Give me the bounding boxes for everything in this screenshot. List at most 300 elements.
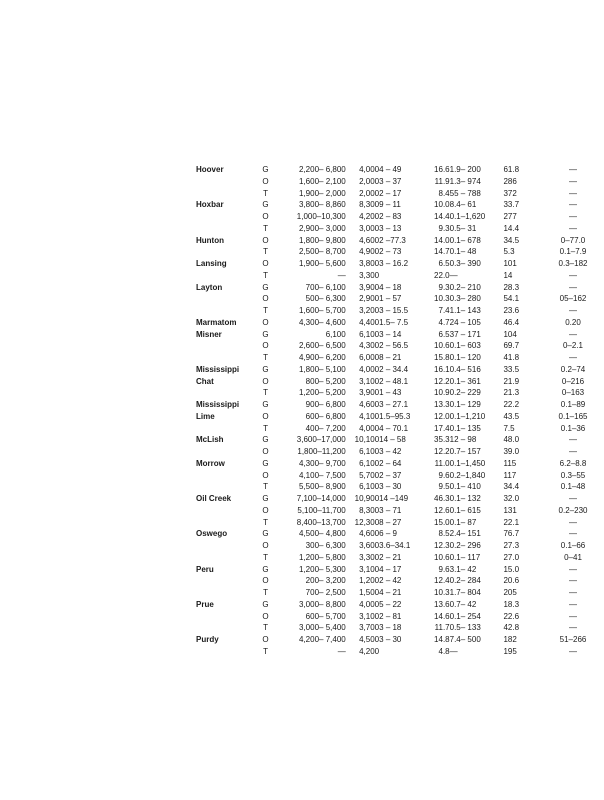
permeability-range-cell: 0.5– 133 (449, 623, 481, 633)
permeability-average-cell: 22.2 (503, 400, 520, 409)
permeability-range-cell: 0.4– 516 (449, 364, 481, 374)
type-cell: G (262, 400, 269, 409)
type-cell: T (263, 270, 268, 280)
depth-range-cell: 4,100– 7,500 (299, 470, 346, 480)
water-saturation-cell: — (569, 165, 577, 174)
type-cell: T (263, 517, 268, 527)
porosity-range-cell: 5 – 22 (379, 599, 402, 609)
table-row (196, 164, 604, 176)
porosity-range-cell: 3 – 14 (379, 329, 402, 339)
formation-cell (196, 223, 259, 235)
permeability-range-cell: — (449, 646, 458, 656)
water-saturation-cell: — (569, 282, 577, 292)
porosity-range-cell: 1 – 43 (379, 388, 402, 398)
table-row (196, 376, 604, 388)
porosity-average-cell: 9.3 (438, 223, 450, 233)
table-row (196, 305, 604, 317)
water-saturation-cell: — (569, 494, 577, 503)
porosity-range-cell: 3 – 71 (379, 505, 402, 515)
depth-average-cell: 3,100 (359, 611, 380, 621)
permeability-range-cell: 0.2– 284 (449, 576, 481, 586)
depth-average-cell: 6,100 (359, 458, 380, 468)
type-cell: O (262, 317, 269, 327)
depth-average-cell: 4,000 (359, 165, 380, 174)
porosity-average-cell: 22.0 (434, 270, 450, 280)
table-row (196, 423, 604, 435)
permeability-range-cell: 24 – 105 (449, 317, 481, 327)
type-cell: T (263, 623, 268, 633)
formation-cell: Marmatom (196, 317, 237, 327)
porosity-range-cell: 1 – 57 (379, 294, 402, 304)
porosity-range-cell: 2 – 17 (379, 188, 402, 198)
porosity-range-cell: 8 – 21 (379, 353, 402, 362)
porosity-average-cell: 6.5 (438, 259, 450, 268)
depth-average-cell: 3,600 (359, 541, 380, 550)
porosity-average-cell: 8.5 (438, 529, 450, 539)
water-saturation-cell: 0.1–165 (558, 411, 588, 421)
porosity-average-cell: 16.6 (434, 165, 450, 174)
porosity-range-cell: 3 – 42 (379, 447, 402, 456)
formation-cell (196, 211, 259, 223)
depth-average-cell: 3,900 (359, 282, 380, 292)
depth-range-cell: 4,500– 4,800 (299, 529, 346, 539)
type-cell: O (262, 294, 269, 304)
water-saturation-cell: — (569, 588, 577, 597)
table-row (196, 399, 604, 411)
porosity-average-cell: 14.6 (434, 611, 450, 621)
porosity-range-cell: 3 – 16.2 (379, 259, 409, 268)
type-cell: G (262, 564, 269, 574)
permeability-average-cell: 41.8 (503, 353, 520, 362)
permeability-average-cell: 15.0 (503, 564, 520, 574)
depth-average-cell: 3,200 (359, 306, 380, 315)
reservoir-data-table (196, 164, 604, 658)
permeability-range-cell: 1.1– 143 (449, 306, 481, 315)
porosity-range-cell: 9 – 11 (379, 200, 401, 210)
porosity-average-cell: 9.5 (438, 482, 450, 492)
depth-average-cell: 6,100 (359, 482, 380, 492)
depth-average-cell: 3,000 (359, 223, 380, 233)
permeability-range-cell: 0.1– 410 (449, 482, 481, 492)
porosity-range-cell: 3 – 15.5 (379, 306, 409, 315)
table-row (196, 329, 604, 341)
porosity-range-cell: 2 – 21 (379, 552, 402, 562)
depth-average-cell: 12,300 (354, 517, 380, 527)
depth-average-cell: 4,000 (359, 599, 380, 609)
permeability-range-cell: 0.7– 42 (449, 599, 477, 609)
porosity-average-cell: 12.6 (434, 505, 450, 515)
table-row (196, 458, 604, 470)
table-row (196, 246, 604, 258)
depth-average-cell: 3,100 (359, 564, 380, 574)
type-cell: T (263, 482, 268, 492)
table-row (196, 199, 604, 211)
type-cell: T (263, 223, 268, 233)
water-saturation-cell: 0.2–230 (558, 505, 588, 515)
permeability-range-cell: 0.2–1,840 (449, 470, 486, 480)
porosity-range-cell (379, 646, 418, 658)
porosity-average-cell: 10.6 (434, 341, 450, 351)
porosity-average-cell: 7.4 (438, 306, 450, 315)
permeability-range-cell: 12 – 98 (449, 435, 477, 445)
depth-average-cell: 3,900 (359, 388, 380, 398)
formation-cell (196, 423, 259, 435)
water-saturation-cell: 0.2–74 (560, 364, 586, 374)
depth-average-cell: 8,300 (359, 505, 380, 515)
depth-average-cell: 4,600 (359, 529, 380, 539)
permeability-range-cell: 0.1– 48 (449, 247, 477, 257)
formation-cell: Oswego (196, 529, 228, 539)
porosity-range-cell: 6 – 9 (379, 529, 397, 539)
permeability-average-cell: 21.3 (503, 388, 520, 398)
depth-average-cell: 4,200 (359, 212, 380, 221)
type-cell: O (262, 176, 269, 186)
porosity-range-cell: 3 – 18 (379, 623, 402, 633)
porosity-average-cell: 9.3 (438, 282, 450, 292)
permeability-range-cell: 0.1– 117 (449, 552, 481, 562)
depth-average-cell: 4,400 (359, 317, 380, 327)
permeability-average-cell: 20.6 (503, 576, 520, 586)
water-saturation-cell: — (569, 646, 577, 656)
permeability-range-cell: 37 – 171 (449, 329, 481, 339)
depth-range-cell: 2,200– 6,800 (299, 165, 346, 174)
porosity-range-cell: 4 – 49 (379, 165, 402, 174)
depth-range-cell: 700– 2,500 (305, 588, 346, 597)
depth-range-cell: 1,900– 5,600 (299, 259, 346, 268)
depth-average-cell: 4,600 (359, 235, 380, 245)
depth-average-cell: 2,000 (359, 176, 380, 186)
type-cell: T (263, 588, 268, 597)
permeability-average-cell: 5.3 (503, 247, 515, 257)
permeability-range-cell: 0.1–1,210 (449, 411, 486, 421)
permeability-range-cell: 2.4– 151 (449, 529, 481, 539)
table-row (196, 317, 604, 329)
depth-range-cell: 2,500– 8,700 (299, 247, 346, 257)
depth-range-cell: 3,000– 5,400 (299, 623, 346, 633)
depth-range-cell: 1,800– 5,100 (299, 364, 346, 374)
table-row (196, 552, 604, 564)
porosity-average-cell: 11.0 (434, 458, 450, 468)
type-cell: T (263, 306, 268, 315)
formation-cell (196, 446, 259, 458)
type-cell: G (262, 599, 269, 609)
formation-cell: Lansing (196, 259, 227, 268)
porosity-average-cell: 12.2 (434, 447, 450, 456)
depth-range-cell: 4,900– 6,200 (299, 353, 346, 362)
depth-range-cell: 3,600–17,000 (296, 435, 346, 445)
depth-range-cell: 8,400–13,700 (296, 517, 346, 527)
depth-average-cell: 4,000 (359, 364, 380, 374)
table-row (196, 340, 604, 352)
formation-cell (196, 517, 259, 529)
depth-range-cell: 6,100 (325, 329, 346, 339)
permeability-range-cell: 3.1– 42 (449, 564, 477, 574)
formation-cell (196, 270, 259, 282)
formation-cell (196, 340, 259, 352)
depth-average-cell: 3,300 (359, 270, 380, 280)
porosity-range-cell: 4 – 21 (379, 588, 402, 597)
porosity-range-cell: 14 –149 (379, 494, 409, 503)
depth-average-cell: 2,000 (359, 188, 380, 198)
formation-cell (196, 246, 259, 258)
water-saturation-cell: 0–2.1 (562, 341, 584, 351)
table-row (196, 599, 604, 611)
porosity-range-cell: 2 –77.3 (379, 235, 406, 245)
formation-cell: Hoover (196, 165, 224, 174)
table-row (196, 176, 604, 188)
depth-range-cell: 1,800–11,200 (297, 447, 346, 456)
permeability-average-cell: 101 (503, 259, 517, 268)
depth-range-cell: 500– 6,300 (305, 294, 346, 304)
depth-range-cell: 2,600– 6,500 (299, 341, 346, 351)
table-row (196, 434, 604, 446)
type-cell: T (263, 247, 268, 257)
water-saturation-cell: — (569, 517, 577, 527)
water-saturation-cell: — (569, 564, 577, 574)
permeability-range-cell: 55 – 788 (449, 188, 481, 198)
water-saturation-cell: — (569, 599, 577, 609)
depth-range-cell: 3,800– 8,860 (299, 200, 346, 210)
type-cell: O (262, 611, 269, 621)
permeability-range-cell: 0.1– 135 (449, 423, 481, 433)
permeability-range-cell: 1.7– 804 (449, 588, 481, 597)
table-row (196, 634, 604, 646)
water-saturation-cell: 0–41 (564, 552, 582, 562)
permeability-range-cell: 8.4– 61 (449, 200, 477, 210)
porosity-average-cell: 12.0 (434, 411, 450, 421)
depth-range-cell: 7,100–14,000 (296, 494, 346, 503)
type-cell: T (263, 388, 268, 398)
depth-average-cell: 3,300 (359, 552, 380, 562)
porosity-range-cell: 2 – 56.5 (379, 341, 409, 351)
permeability-average-cell: 104 (503, 329, 517, 339)
permeability-average-cell: 22.6 (503, 611, 520, 621)
table-row (196, 470, 604, 482)
porosity-range-cell (379, 270, 418, 282)
water-saturation-cell: 0.20 (565, 317, 581, 327)
type-cell: G (262, 435, 269, 445)
permeability-average-cell: 34.4 (503, 482, 520, 492)
water-saturation-cell: 0.3–55 (560, 470, 586, 480)
depth-average-cell: 8,300 (359, 200, 380, 210)
porosity-average-cell: 10.3 (434, 294, 450, 304)
table-row (196, 411, 604, 423)
depth-range-cell: 900– 6,800 (305, 400, 346, 409)
permeability-range-cell: 0.1–1,620 (449, 212, 486, 221)
formation-cell (196, 540, 259, 552)
porosity-average-cell: 9.6 (438, 564, 450, 574)
table-row (196, 293, 604, 305)
type-cell: T (263, 423, 268, 433)
formation-cell (196, 352, 259, 364)
permeability-average-cell: 14.4 (503, 223, 520, 233)
permeability-average-cell: 46.4 (503, 317, 520, 327)
type-cell: T (263, 353, 268, 362)
permeability-average-cell: 182 (503, 635, 517, 644)
type-cell: O (262, 576, 269, 586)
type-cell: O (262, 541, 269, 550)
water-saturation-cell: 0.1–89 (560, 400, 586, 409)
table-row (196, 564, 604, 576)
depth-range-cell: 1,900– 2,000 (299, 188, 346, 198)
permeability-range-cell: 0.3– 390 (449, 259, 481, 268)
water-saturation-cell: 0.1–36 (560, 423, 586, 433)
water-saturation-cell: — (569, 212, 577, 221)
permeability-average-cell: 33.7 (503, 200, 520, 210)
permeability-range-cell: 0.2– 296 (449, 541, 481, 550)
type-cell: O (262, 470, 269, 480)
table-row (196, 646, 604, 658)
formation-cell: Mississippi (196, 400, 240, 409)
permeability-average-cell: 131 (503, 505, 517, 515)
porosity-range-cell: 8 – 27 (379, 517, 402, 527)
permeability-average-cell: 205 (503, 588, 517, 597)
water-saturation-cell: — (569, 306, 577, 315)
permeability-range-cell: 0.3– 280 (449, 294, 481, 304)
type-cell: O (262, 447, 269, 456)
permeability-average-cell: 372 (503, 188, 517, 198)
permeability-average-cell: 22.1 (503, 517, 520, 527)
permeability-average-cell: 48.0 (503, 435, 520, 445)
table-row (196, 575, 604, 587)
permeability-range-cell: 0.1– 678 (449, 235, 481, 245)
table-row (196, 223, 604, 235)
porosity-average-cell: 14.8 (434, 635, 450, 644)
formation-cell (196, 575, 259, 587)
water-saturation-cell: — (569, 529, 577, 539)
formation-cell (196, 481, 259, 493)
porosity-average-cell: 35.3 (434, 435, 450, 445)
depth-average-cell: 4,500 (359, 635, 380, 644)
type-cell: G (262, 329, 269, 339)
type-cell: G (262, 165, 269, 174)
depth-average-cell: 4,100 (359, 411, 380, 421)
formation-cell: Morrow (196, 458, 225, 468)
formation-cell: Hunton (196, 235, 224, 245)
porosity-average-cell: 12.3 (434, 541, 450, 550)
water-saturation-cell: — (569, 623, 577, 633)
formation-cell (196, 646, 259, 658)
porosity-range-cell: 2 – 83 (379, 212, 402, 221)
table-row (196, 481, 604, 493)
depth-range-cell: — (337, 646, 346, 656)
permeability-average-cell: 195 (503, 646, 517, 656)
depth-range-cell: 200– 3,200 (305, 576, 346, 586)
type-cell: O (262, 411, 269, 421)
water-saturation-cell: — (569, 223, 577, 233)
permeability-average-cell: 117 (503, 470, 517, 480)
depth-range-cell: 1,200– 5,300 (299, 564, 346, 574)
type-cell: T (263, 552, 268, 562)
depth-average-cell: 10,900 (354, 494, 380, 503)
water-saturation-cell: 0.1–48 (560, 482, 586, 492)
table-row (196, 528, 604, 540)
formation-cell (196, 611, 259, 623)
formation-cell (196, 305, 259, 317)
table-row (196, 364, 604, 376)
permeability-range-cell: 1.9– 200 (449, 165, 481, 174)
depth-range-cell: 4,200– 7,400 (299, 635, 346, 644)
depth-average-cell: 4,900 (359, 247, 380, 257)
porosity-range-cell: 4 – 70.1 (379, 423, 409, 433)
porosity-range-cell: 2 – 34.4 (379, 364, 409, 374)
porosity-range-cell: 2 – 42 (379, 576, 402, 586)
formation-cell: Chat (196, 376, 214, 386)
depth-range-cell: 1,800– 9,800 (299, 235, 346, 245)
type-cell: O (262, 235, 269, 245)
porosity-average-cell: 10.0 (434, 200, 450, 210)
permeability-average-cell: 27.0 (503, 552, 520, 562)
porosity-average-cell: 8.4 (438, 188, 450, 198)
table-body (196, 164, 604, 658)
water-saturation-cell: — (569, 435, 577, 445)
type-cell: O (262, 376, 269, 386)
formation-cell (196, 176, 259, 188)
permeability-average-cell: 23.6 (503, 306, 520, 315)
permeability-average-cell: 69.7 (503, 341, 520, 351)
depth-range-cell: 3,000– 8,800 (299, 599, 346, 609)
depth-range-cell: 4,300– 4,600 (299, 317, 346, 327)
porosity-range-cell: 3 – 37 (379, 176, 402, 186)
permeability-average-cell: 32.0 (503, 494, 520, 503)
depth-average-cell: 6,100 (359, 447, 380, 456)
permeability-average-cell: 54.1 (503, 294, 520, 304)
depth-average-cell: 1,200 (359, 576, 380, 586)
permeability-average-cell: 43.5 (503, 411, 520, 421)
permeability-average-cell: 42.8 (503, 623, 520, 633)
porosity-average-cell: 17.4 (434, 423, 450, 433)
depth-range-cell: — (337, 270, 346, 280)
porosity-range-cell: 1.5–95.3 (379, 411, 411, 421)
depth-average-cell: 10,100 (354, 435, 380, 445)
permeability-average-cell: 76.7 (503, 529, 520, 539)
permeability-average-cell: 115 (503, 458, 517, 468)
type-cell: G (262, 494, 269, 503)
depth-range-cell: 800– 5,200 (305, 376, 346, 386)
table-row (196, 258, 604, 270)
formation-cell: Mississippi (196, 364, 240, 374)
depth-average-cell: 4,300 (359, 341, 380, 351)
porosity-range-cell: 14 – 58 (379, 435, 406, 445)
depth-average-cell: 4,200 (359, 646, 380, 656)
type-cell: O (262, 341, 269, 351)
table-row (196, 211, 604, 223)
porosity-average-cell: 11.9 (434, 176, 450, 186)
permeability-average-cell: 39.0 (503, 447, 520, 456)
permeability-range-cell: 0.7– 157 (449, 447, 481, 456)
porosity-average-cell: 4.8 (438, 646, 450, 656)
depth-range-cell: 1,200– 5,200 (299, 388, 346, 398)
porosity-range-cell: 2 – 48.1 (379, 376, 409, 386)
formation-cell: Purdy (196, 635, 219, 644)
permeability-range-cell: 1.3– 974 (449, 176, 481, 186)
formation-cell: McLish (196, 435, 224, 445)
water-saturation-cell: 0.3–182 (558, 259, 588, 268)
permeability-range-cell: 0.1– 361 (449, 376, 481, 386)
porosity-average-cell: 14.7 (434, 247, 450, 257)
water-saturation-cell: 0.1–7.9 (559, 247, 587, 257)
porosity-average-cell: 13.3 (434, 400, 450, 409)
table-row (196, 493, 604, 505)
porosity-average-cell: 15.0 (434, 517, 450, 527)
depth-range-cell: 600– 6,800 (305, 411, 346, 421)
depth-range-cell: 1,600– 2,100 (299, 176, 346, 186)
type-cell: O (262, 212, 269, 221)
table-row (196, 446, 604, 458)
porosity-range-cell: 2 – 81 (379, 611, 402, 621)
porosity-average-cell: 14.4 (434, 212, 450, 221)
water-saturation-cell: — (569, 270, 577, 280)
